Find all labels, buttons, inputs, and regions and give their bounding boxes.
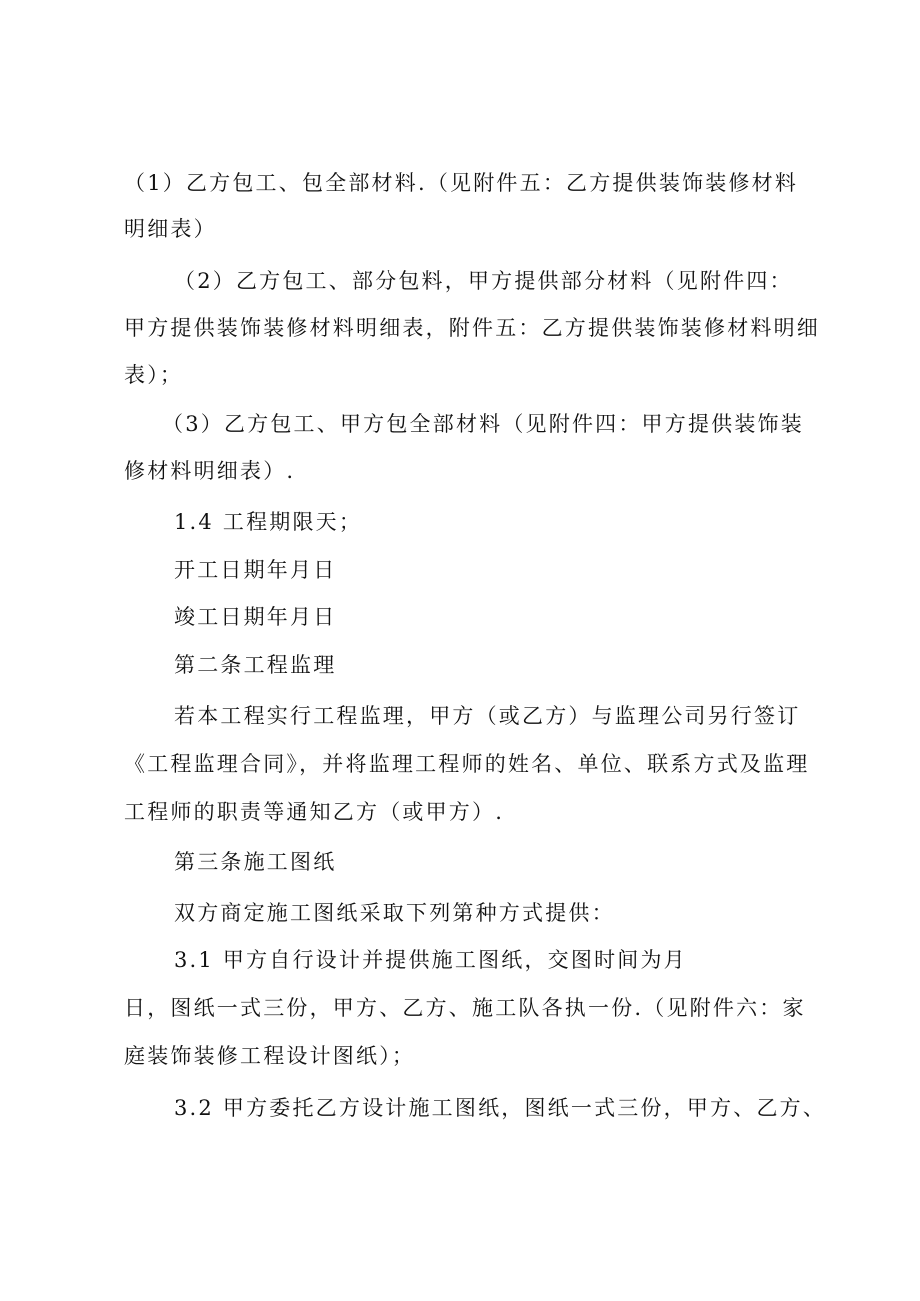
paragraph-3-line-1: （3）乙方包工、甲方包全部材料（见附件四：甲方提供装饰装 [162,412,804,436]
paragraph-2-line-1: （2）乙方包工、部分包料，甲方提供部分材料（见附件四： [174,269,793,293]
section-2-heading: 第二条工程监理 [174,653,337,677]
clause-3-1-line-3: 庭装饰装修工程设计图纸）； [124,1044,416,1068]
completion-date-line: 竣工日期年月日 [174,605,337,629]
clause-3-1-line-1: 3.1 甲方自行设计并提供施工图纸，交图时间为月 [174,948,687,972]
duration-line: 1.4 工程期限天； [174,510,363,534]
clause-3-2-line-1: 3.2 甲方委托乙方设计施工图纸，图纸一式三份，甲方、乙方、 [174,1096,827,1120]
start-date-line: 开工日期年月日 [174,558,337,582]
supervision-paragraph-line-1: 若本工程实行工程监理，甲方（或乙方）与监理公司另行签订 [174,704,801,728]
paragraph-2-line-2: 甲方提供装饰装修材料明细表，附件五：乙方提供装饰装修材料明细 [124,316,820,340]
paragraph-2-line-3: 表）； [124,363,184,387]
drawing-method-line: 双方商定施工图纸采取下列第种方式提供： [174,901,615,925]
paragraph-3-line-2: 修材料明细表）. [124,459,296,483]
clause-3-1-line-2: 日，图纸一式三份，甲方、乙方、施工队各执一份.（见附件六：家 [124,996,806,1020]
paragraph-1-line-1: （1）乙方包工、包全部材料.（见附件五：乙方提供装饰装修材料 [124,171,799,195]
supervision-paragraph-line-2: 《工程监理合同》，并将监理工程师的姓名、单位、联系方式及监理 [124,752,810,776]
section-3-heading: 第三条施工图纸 [174,850,337,874]
paragraph-1-line-2: 明细表） [124,217,217,241]
supervision-paragraph-line-3: 工程师的职责等通知乙方（或甲方）. [124,800,505,824]
